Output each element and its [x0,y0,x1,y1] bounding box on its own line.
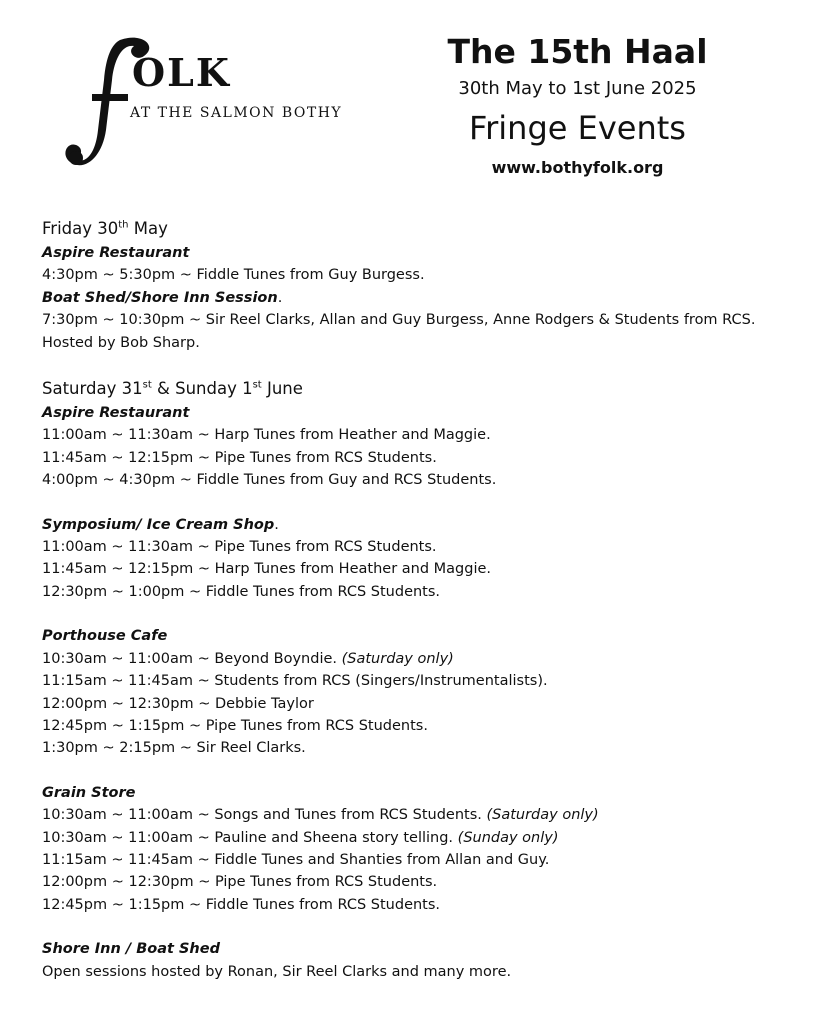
day-heading-friday: Friday 30th May [42,219,168,238]
event-line: 4:30pm ~ 5:30pm ~ Fiddle Tunes from Guy Burgess. [42,267,425,284]
event-line: 11:00am ~ 11:30am ~ Harp Tunes from Heather and Maggie. [42,427,491,444]
event-line: 11:00am ~ 11:30am ~ Pipe Tunes from RCS Students. [42,539,437,556]
event-line: 10:30am ~ 11:00am ~ Songs and Tunes from RCS Students. (Saturday only) [42,807,599,824]
venue-heading: Shore Inn / Boat Shed [42,941,220,958]
event-line: 4:00pm ~ 4:30pm ~ Fiddle Tunes from Guy and RCS Students. [42,472,497,489]
event-line: 11:15am ~ 11:45am ~ Students from RCS (Singers/Instrumentalists). [42,673,548,690]
folk-logo [62,32,352,172]
event-line: 10:30am ~ 11:00am ~ Pauline and Sheena story telling. (Sunday only) [42,829,559,846]
event-line: 12:00pm ~ 12:30pm ~ Pipe Tunes from RCS Students. [42,874,438,891]
venue-heading: Aspire Restaurant [42,245,190,261]
website-link[interactable]: www.bothyfolk.org [491,158,664,177]
page-title: The 15th Haal [447,32,708,71]
event-line: 11:15am ~ 11:45am ~ Fiddle Tunes and Shanties from Allan and Guy. [42,851,550,868]
venue-heading: Grain Store [42,784,136,801]
event-line: 12:30pm ~ 1:00pm ~ Fiddle Tunes from RCS Students. [42,583,441,600]
logo-sub-text: AT THE SALMON BOTHY [130,105,343,121]
event-line: 7:30pm ~ 10:30pm ~ Sir Reel Clarks, Allan and Guy Burgess, Anne Rodgers & Students from RCS. [42,312,756,329]
venue-heading: Symposium/ Ice Cream Shop. [42,516,279,533]
event-line: 11:45am ~ 12:15pm ~ Pipe Tunes from RCS Students. [42,449,437,466]
event-line: 12:00pm ~ 12:30pm ~ Debbie Taylor [42,695,314,712]
venue-heading: Boat Shed/Shore Inn Session. [42,289,283,306]
festival-dates: 30th May to 1st June 2025 [458,78,697,99]
venue-heading: Aspire Restaurant [42,405,190,422]
event-line: 1:30pm ~ 2:15pm ~ Sir Reel Clarks. [42,740,306,757]
event-line: 11:45am ~ 12:15pm ~ Harp Tunes from Heather and Maggie. [42,561,492,578]
page-subtitle: Fringe Events [469,109,686,147]
schedule [42,216,782,983]
day-heading-weekend: Saturday 31st & Sunday 1st June [42,379,303,399]
event-line: Hosted by Bob Sharp. [42,334,200,351]
event-line: Open sessions hosted by Ronan, Sir Reel Clarks and many more. [42,963,512,980]
page-header [430,30,725,182]
event-line: 12:45pm ~ 1:15pm ~ Pipe Tunes from RCS Students. [42,717,428,734]
venue-heading: Porthouse Cafe [42,628,168,645]
logo-main-text: OLK [132,50,231,95]
event-line: 12:45pm ~ 1:15pm ~ Fiddle Tunes from RCS Students. [42,896,441,913]
event-line: 10:30am ~ 11:00am ~ Beyond Boyndie. (Saturday only) [42,650,454,667]
